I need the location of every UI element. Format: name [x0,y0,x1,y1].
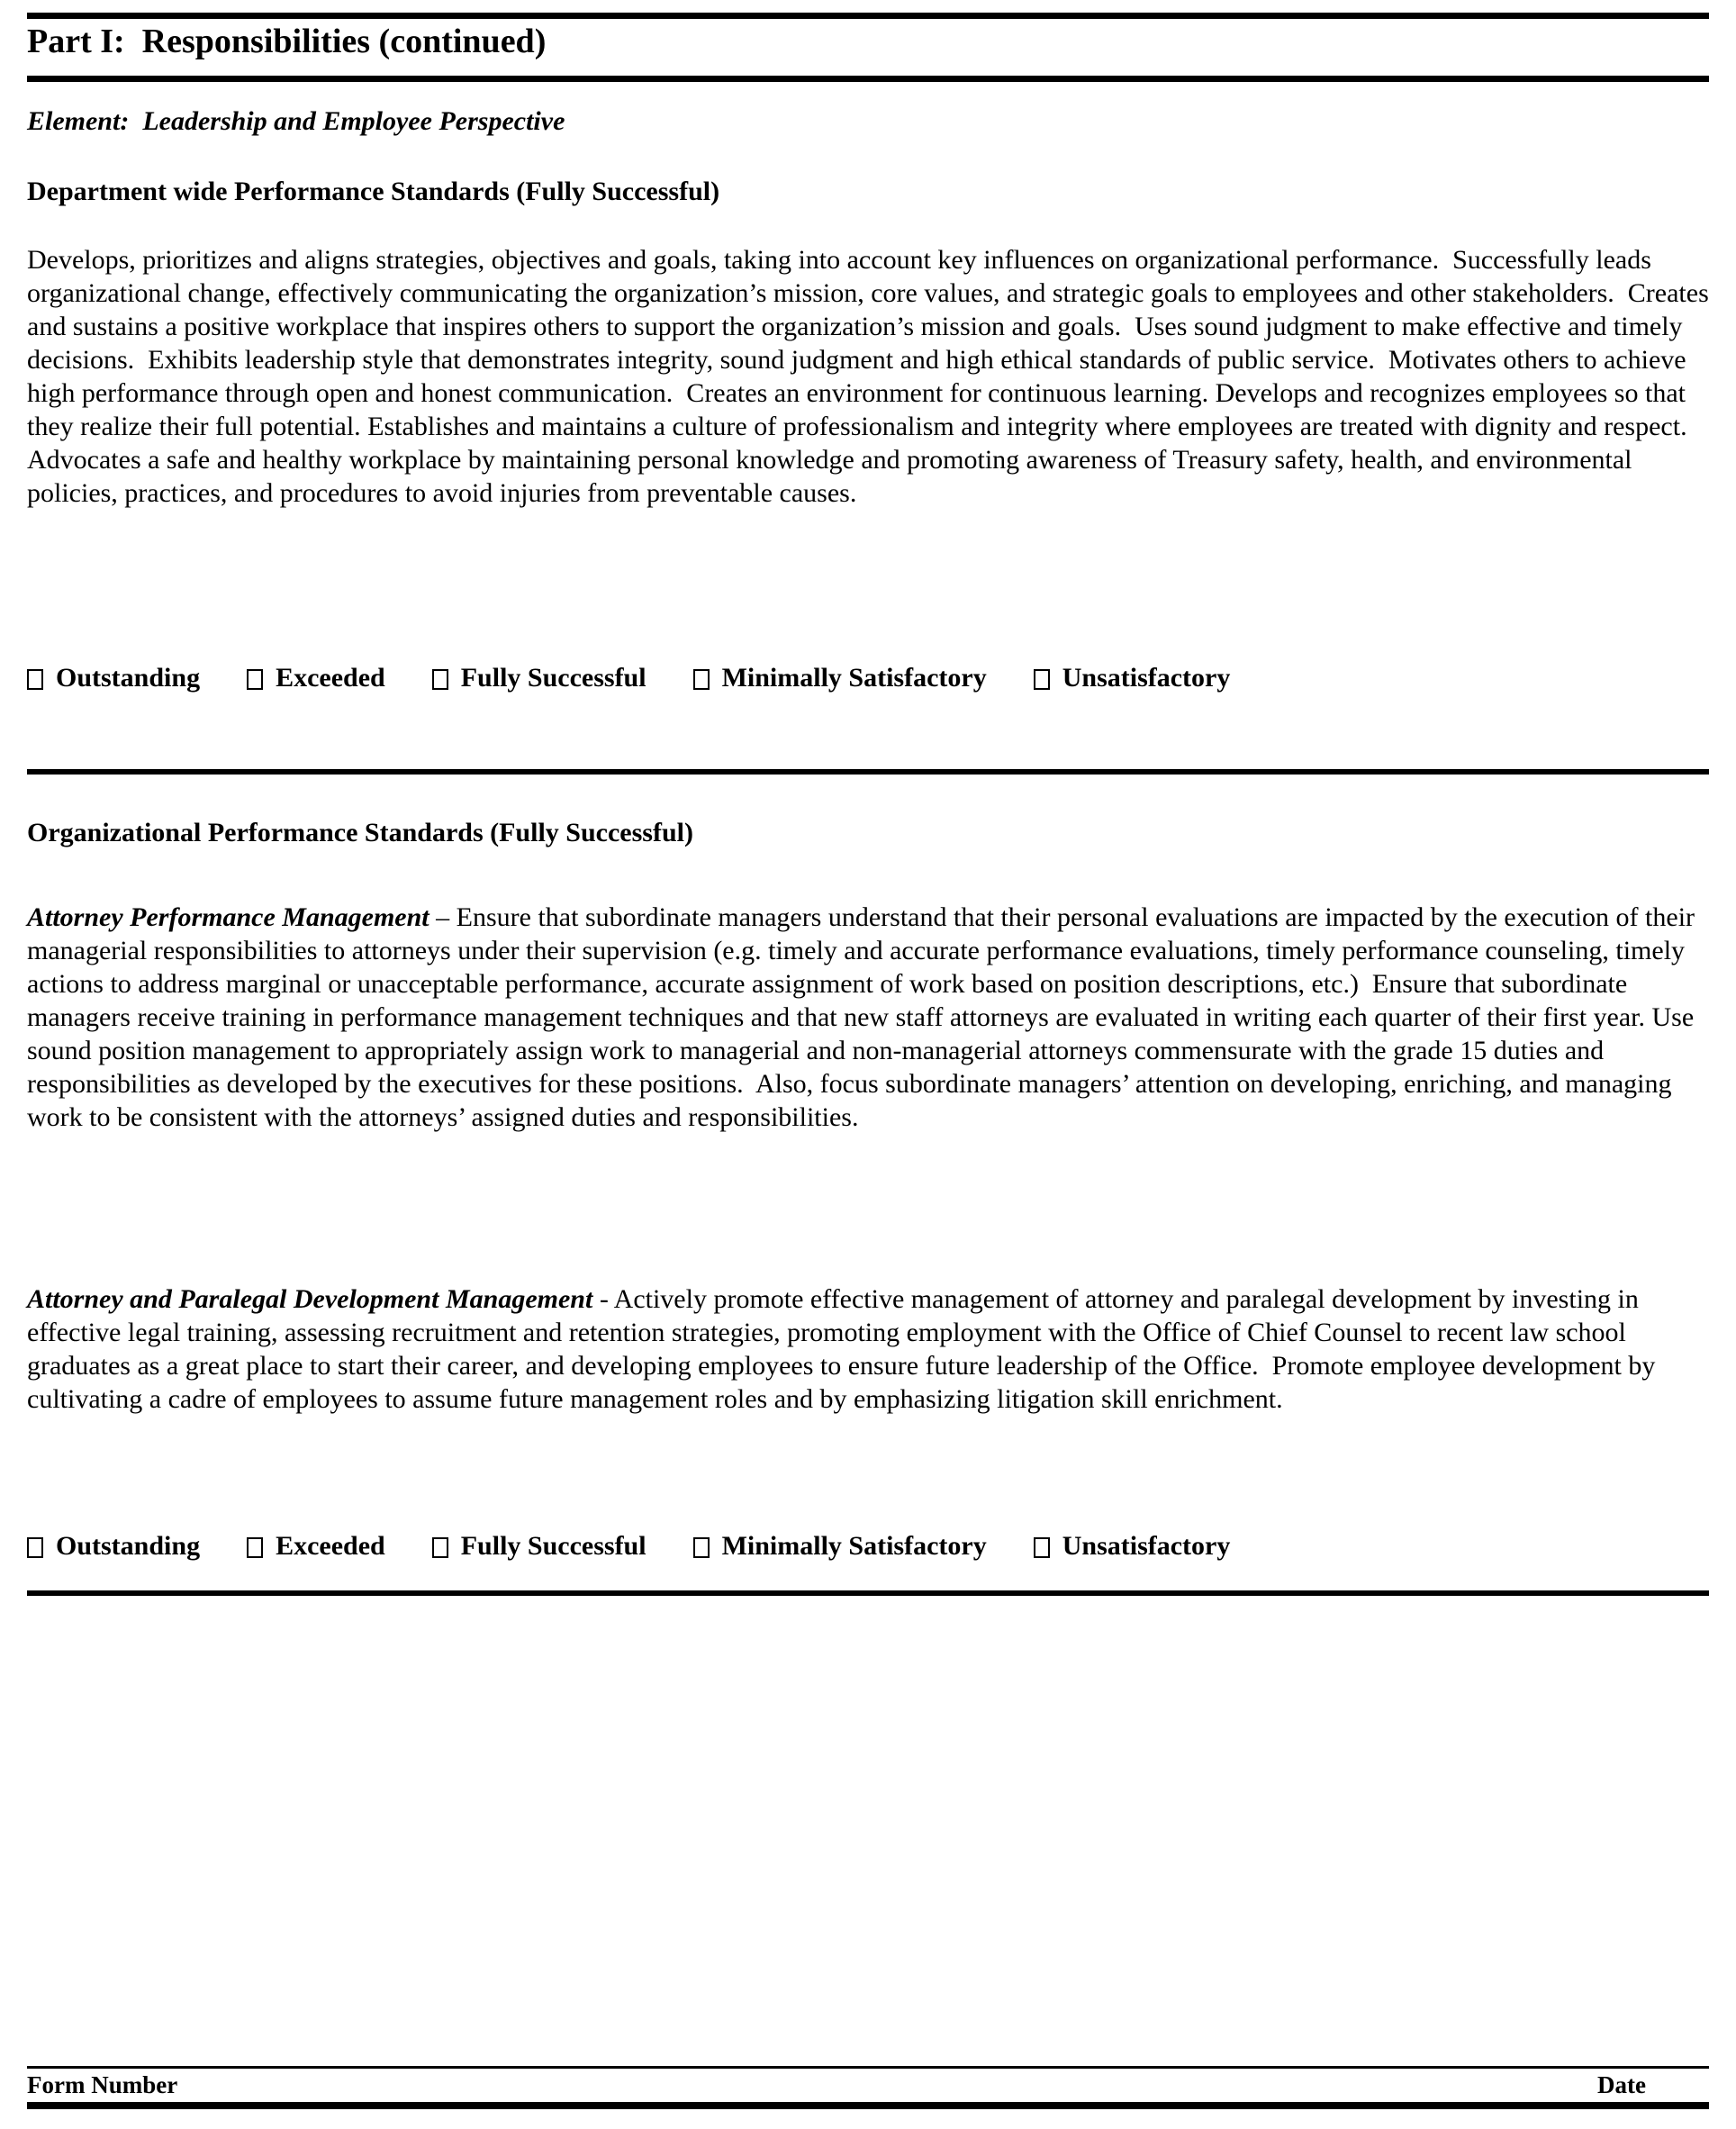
rating-option-fully-successful [432,663,646,693]
fully-successful-label: Fully Successful [460,663,646,693]
rating-option-outstanding [27,1531,200,1562]
exceeded-checkbox[interactable] [247,669,263,690]
footer-bottom-rule [27,2102,1709,2109]
page-title: Part I: Responsibilities (continued) [27,23,547,60]
exceeded-checkbox[interactable] [247,1537,263,1558]
attorney-paralegal-development-paragraph [27,1282,1709,1416]
form-number-label: Form Number [27,2071,178,2098]
unsatisfactory-checkbox[interactable] [1034,669,1050,690]
fully-successful-checkbox[interactable] [432,1537,448,1558]
attorney-performance-management-lead: Attorney Performance Management [27,902,429,932]
minimally-satisfactory-label: Minimally Satisfactory [721,663,987,693]
rating-option-fully-successful [432,1531,646,1562]
outstanding-label: Outstanding [56,1531,201,1561]
outstanding-checkbox[interactable] [27,669,43,690]
section-divider-rule [27,1590,1709,1596]
minimally-satisfactory-checkbox[interactable] [693,669,710,690]
footer-top-rule [27,2066,1709,2069]
outstanding-checkbox[interactable] [27,1537,43,1558]
department-ratings-row [27,663,1709,693]
attorney-paralegal-development-text: - Actively promote effective management of attorney and paralegal development by investing in effective legal training, assessing recruitment and retention strategies, promoting employment with the Office of Chief Counsel to recent law school graduates as a great place to start their career, and developing employees to ensure future leadership of the Office. Promote employee development by cultivating a cadre of employees to assume future management roles and by emphasizing litigation skill enrichment. [27,1284,1662,1414]
department-standards-body: Develops, prioritizes and aligns strategies, objectives and goals, taking into account key influences on organizational performance. Successfully leads organizational change, effectively communicating the organization’s mission, core values, and strategic goals to employees and other stakeholders. Creates and sustains a positive workplace that inspires others to support the organization’s mission and goals. Uses sound judgment to make effective and timely decisions. Exhibits leadership style that demonstrates integrity, sound judgment and high ethical standards of public service. Motivates others to achieve high performance through open and honest communication. Creates an environment for continuous learning. Develops and recognizes employees so that they realize their full potential. Establishes and maintains a culture of professionalism and integrity where employees are treated with dignity and respect. Advocates a safe and healthy workplace by maintaining personal knowledge and promoting awareness of Treasury safety, health, and environmental policies, practices, and procedures to avoid injuries from preventable causes. [27,245,1716,508]
rating-option-minimally-satisfactory [693,1531,987,1562]
organizational-ratings-row [27,1531,1709,1562]
outstanding-label: Outstanding [56,663,201,693]
department-standards-heading: Department wide Performance Standards (Fully Successful) [27,177,720,206]
unsatisfactory-checkbox[interactable] [1034,1537,1050,1558]
minimally-satisfactory-checkbox[interactable] [693,1537,710,1558]
exceeded-label: Exceeded [276,1531,385,1561]
unsatisfactory-label: Unsatisfactory [1062,663,1231,693]
rating-option-unsatisfactory [1034,1531,1231,1562]
fully-successful-checkbox[interactable] [432,669,448,690]
organizational-standards-heading: Organizational Performance Standards (Fully Successful) [27,818,693,847]
exceeded-label: Exceeded [276,663,385,693]
fully-successful-label: Fully Successful [460,1531,646,1561]
rating-option-unsatisfactory [1034,663,1231,693]
rating-option-minimally-satisfactory [693,663,987,693]
rating-option-exceeded [247,1531,385,1562]
footer [27,2071,1709,2099]
attorney-paralegal-development-lead: Attorney and Paralegal Development Management [27,1284,593,1314]
minimally-satisfactory-label: Minimally Satisfactory [721,1531,987,1561]
top-rule [27,13,1709,19]
unsatisfactory-label: Unsatisfactory [1062,1531,1231,1561]
section-divider-rule [27,769,1709,775]
rating-option-outstanding [27,663,200,693]
element-label: Element: Leadership and Employee Perspective [27,106,565,136]
date-label: Date [1597,2071,1646,2098]
attorney-performance-management-paragraph [27,901,1709,1134]
title-underline-rule [27,76,1709,82]
attorney-performance-management-text: – Ensure that subordinate managers understand that their personal evaluations are impacted by the execution of their managerial responsibilities to attorneys under their supervision (e.g. timely and accurate performance evaluations, timely performance counseling, timely actions to address marginal or unacceptable performance, accurate assignment of work based on position descriptions, etc.) Ensure that subordinate managers receive training in performance management techniques and that new staff attorneys are evaluated in writing each quarter of their first year. Use sound position management to appropriately assign work to managerial and non-managerial attorneys commensurate with the grade 15 duties and responsibilities as developed by the executives for these positions. Also, focus subordinate managers’ attention on developing, enriching, and managing work to be consistent with the attorneys’ assigned duties and responsibilities. [27,902,1702,1132]
rating-option-exceeded [247,663,385,693]
